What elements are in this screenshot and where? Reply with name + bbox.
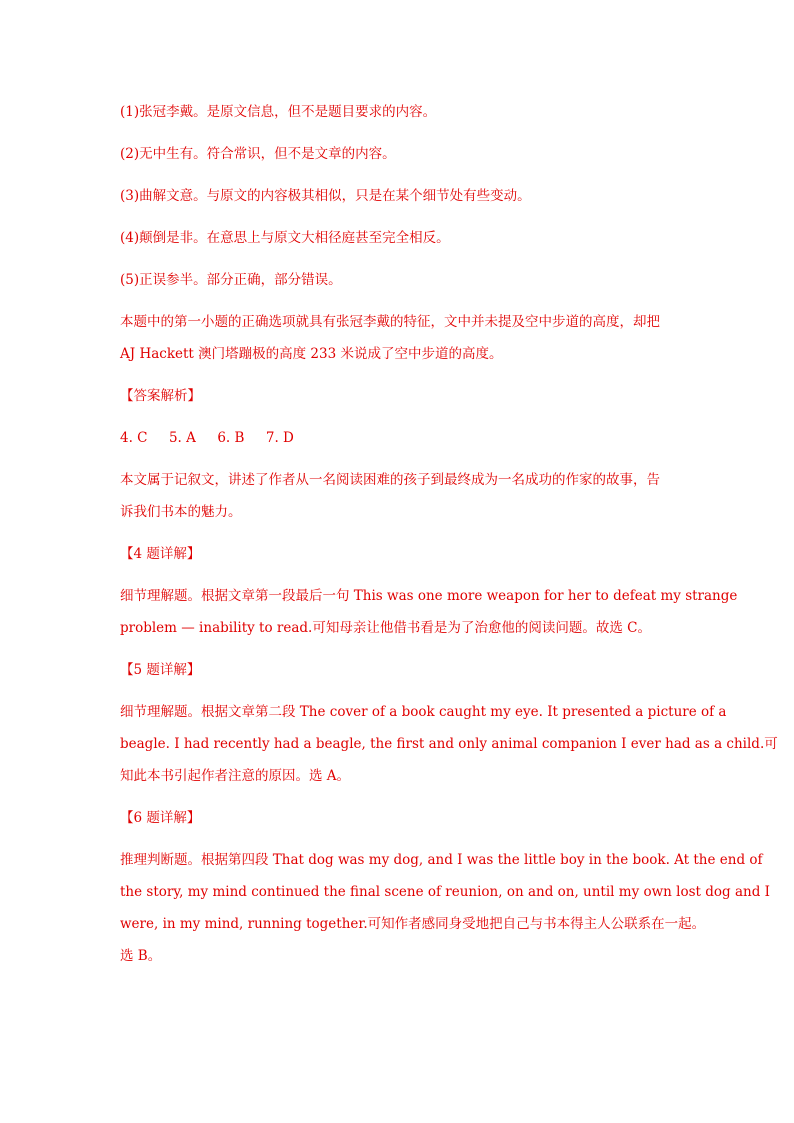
document-page [120, 96, 778, 972]
paragraph-line: 细节理解题。根据文章第一段最后一句 This was one more weapon for her to defeat my strange [120, 588, 738, 604]
paragraph-line: 选 B。 [120, 948, 162, 964]
paragraph-line: AJ Hackett 澳门塔蹦极的高度 233 米说成了空中步道的高度。 [120, 346, 503, 362]
list-item: (4)颠倒是非。在意思上与原文大相径庭甚至完全相反。 [120, 230, 450, 246]
q4-header: 【4 题详解】 [120, 546, 201, 562]
paragraph-line: 诉我们书本的魅力。 [120, 504, 242, 520]
paragraph-line: were, in my mind, running together.可知作者感同身受地把自己与书本得主人公联系在一起。 [120, 916, 706, 932]
explanation-paragraph [120, 306, 676, 370]
paragraph-line: 知此本书引起作者注意的原因。选 A。 [120, 768, 351, 784]
q6-explanation [120, 844, 770, 972]
paragraph-line: 本题中的第一小题的正确选项就具有张冠李戴的特征，文中并未提及空中步道的高度，却把 [120, 314, 660, 330]
distractor-type-list [120, 96, 676, 296]
answer-analysis-header: 【答案解析】 [120, 388, 201, 404]
list-item: (5)正误参半。部分正确，部分错误。 [120, 272, 342, 288]
q5-explanation [120, 696, 778, 792]
q4-explanation [120, 580, 738, 644]
answer-key: 4. C 5. A 6. B 7. D [120, 430, 294, 446]
paragraph-line: 推理判断题。根据第四段 That dog was my dog, and I was the little boy in the book. At the end of [120, 852, 763, 868]
paragraph-line: 细节理解题。根据文章第二段 The cover of a book caught my eye. It presented a picture of a [120, 704, 727, 720]
paragraph-line: beagle. I had recently had a beagle, the first and only animal companion I ever had as a child.可 [120, 736, 778, 752]
paragraph-line: 本文属于记叙文，讲述了作者从一名阅读困难的孩子到最终成为一名成功的作家的故事，告 [120, 472, 660, 488]
paragraph-line: problem — inability to read.可知母亲让他借书看是为了治愈他的阅读问题。故选 C。 [120, 620, 651, 636]
list-item: (2)无中生有。符合常识，但不是文章的内容。 [120, 146, 396, 162]
summary-paragraph [120, 464, 676, 528]
q5-header: 【5 题详解】 [120, 662, 201, 678]
paragraph-line: the story, my mind continued the final scene of reunion, on and on, until my own lost dog and I [120, 884, 770, 900]
list-item: (1)张冠李戴。是原文信息，但不是题目要求的内容。 [120, 104, 437, 120]
list-item: (3)曲解文意。与原文的内容极其相似，只是在某个细节处有些变动。 [120, 188, 531, 204]
q6-header: 【6 题详解】 [120, 810, 201, 826]
